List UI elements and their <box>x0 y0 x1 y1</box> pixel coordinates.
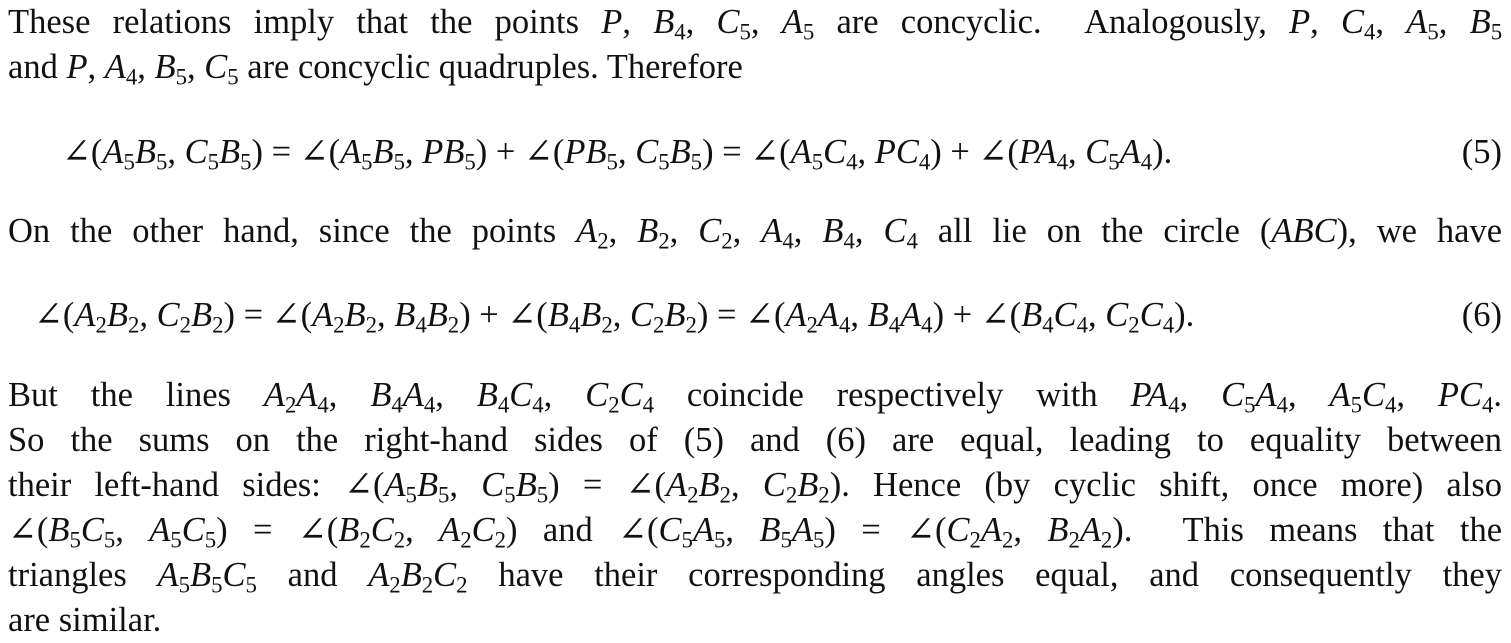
equation-6: $\angle(A_2B_2$, $C_2B_2$) = $\angle(A_2B_2$, $B_4B_2$) + $\angle(B_4B_2$, $C_2B_2$) = $\angle(A_2A_4$, $B_4A_4$) + $\angle(B_4C_4$, $C_2C_4$). <box>34 296 1195 338</box>
paragraph-line: triangles $A_5B_5C_5$ and $A_2B_2C_2$ have their corresponding angles equal, and consequently they <box>8 556 1502 598</box>
paragraph-line: their left-hand sides: $\angle(A_5B_5$, $C_5B_5$) = $\angle(A_2B_2$, $C_2B_2$). Hence (by cyclic shift, once more) also <box>8 466 1503 508</box>
paragraph-line: $\angle(B_5C_5$, $A_5C_5$) = $\angle(B_2C_2$, $A_2C_2$) and $\angle(C_5A_5$, $B_5A_5$) = $\angle(C_2A_2$, $B_2A_2$). This means that the <box>8 511 1503 553</box>
paragraph-line: and P, $A_4$, $B_5$, $C_5$ are concyclic quadruples. Therefore <box>8 48 743 90</box>
equation-number-6: (6) <box>1461 296 1502 334</box>
paragraph-line: On the other hand, since the points $A_2$, $B_2$, $C_2$, $A_4$, $B_4$, $C_4$ all lie on the circle (ABC), we have <box>8 212 1503 254</box>
paragraph-line: are similar. <box>8 601 162 639</box>
equation-number-5: (5) <box>1461 133 1502 171</box>
paragraph-line: So the sums on the right-hand sides of (5) and (6) are equal, leading to equality between <box>8 421 1502 459</box>
equation-5: $\angle(A_5B_5$, $C_5B_5$) = $\angle(A_5B_5$, $PB_5$) + $\angle(PB_5$, $C_5B_5$) = $\angle(A_5C_4$, $PC_4$) + $\angle(PA_4$, $C_5A_4$). <box>62 133 1173 175</box>
paragraph-line: These relations imply that the points P, $B_4$, $C_5$, $A_5$ are concyclic. Analogously, P, $C_4$, $A_5$, $B_5$ <box>8 3 1503 45</box>
paragraph-line: But the lines $A_2A_4$, $B_4A_4$, $B_4C_4$, $C_2C_4$ coincide respectively with $PA_4$, $C_5A_4$, $A_5C_4$, $PC_4$. <box>8 376 1503 418</box>
